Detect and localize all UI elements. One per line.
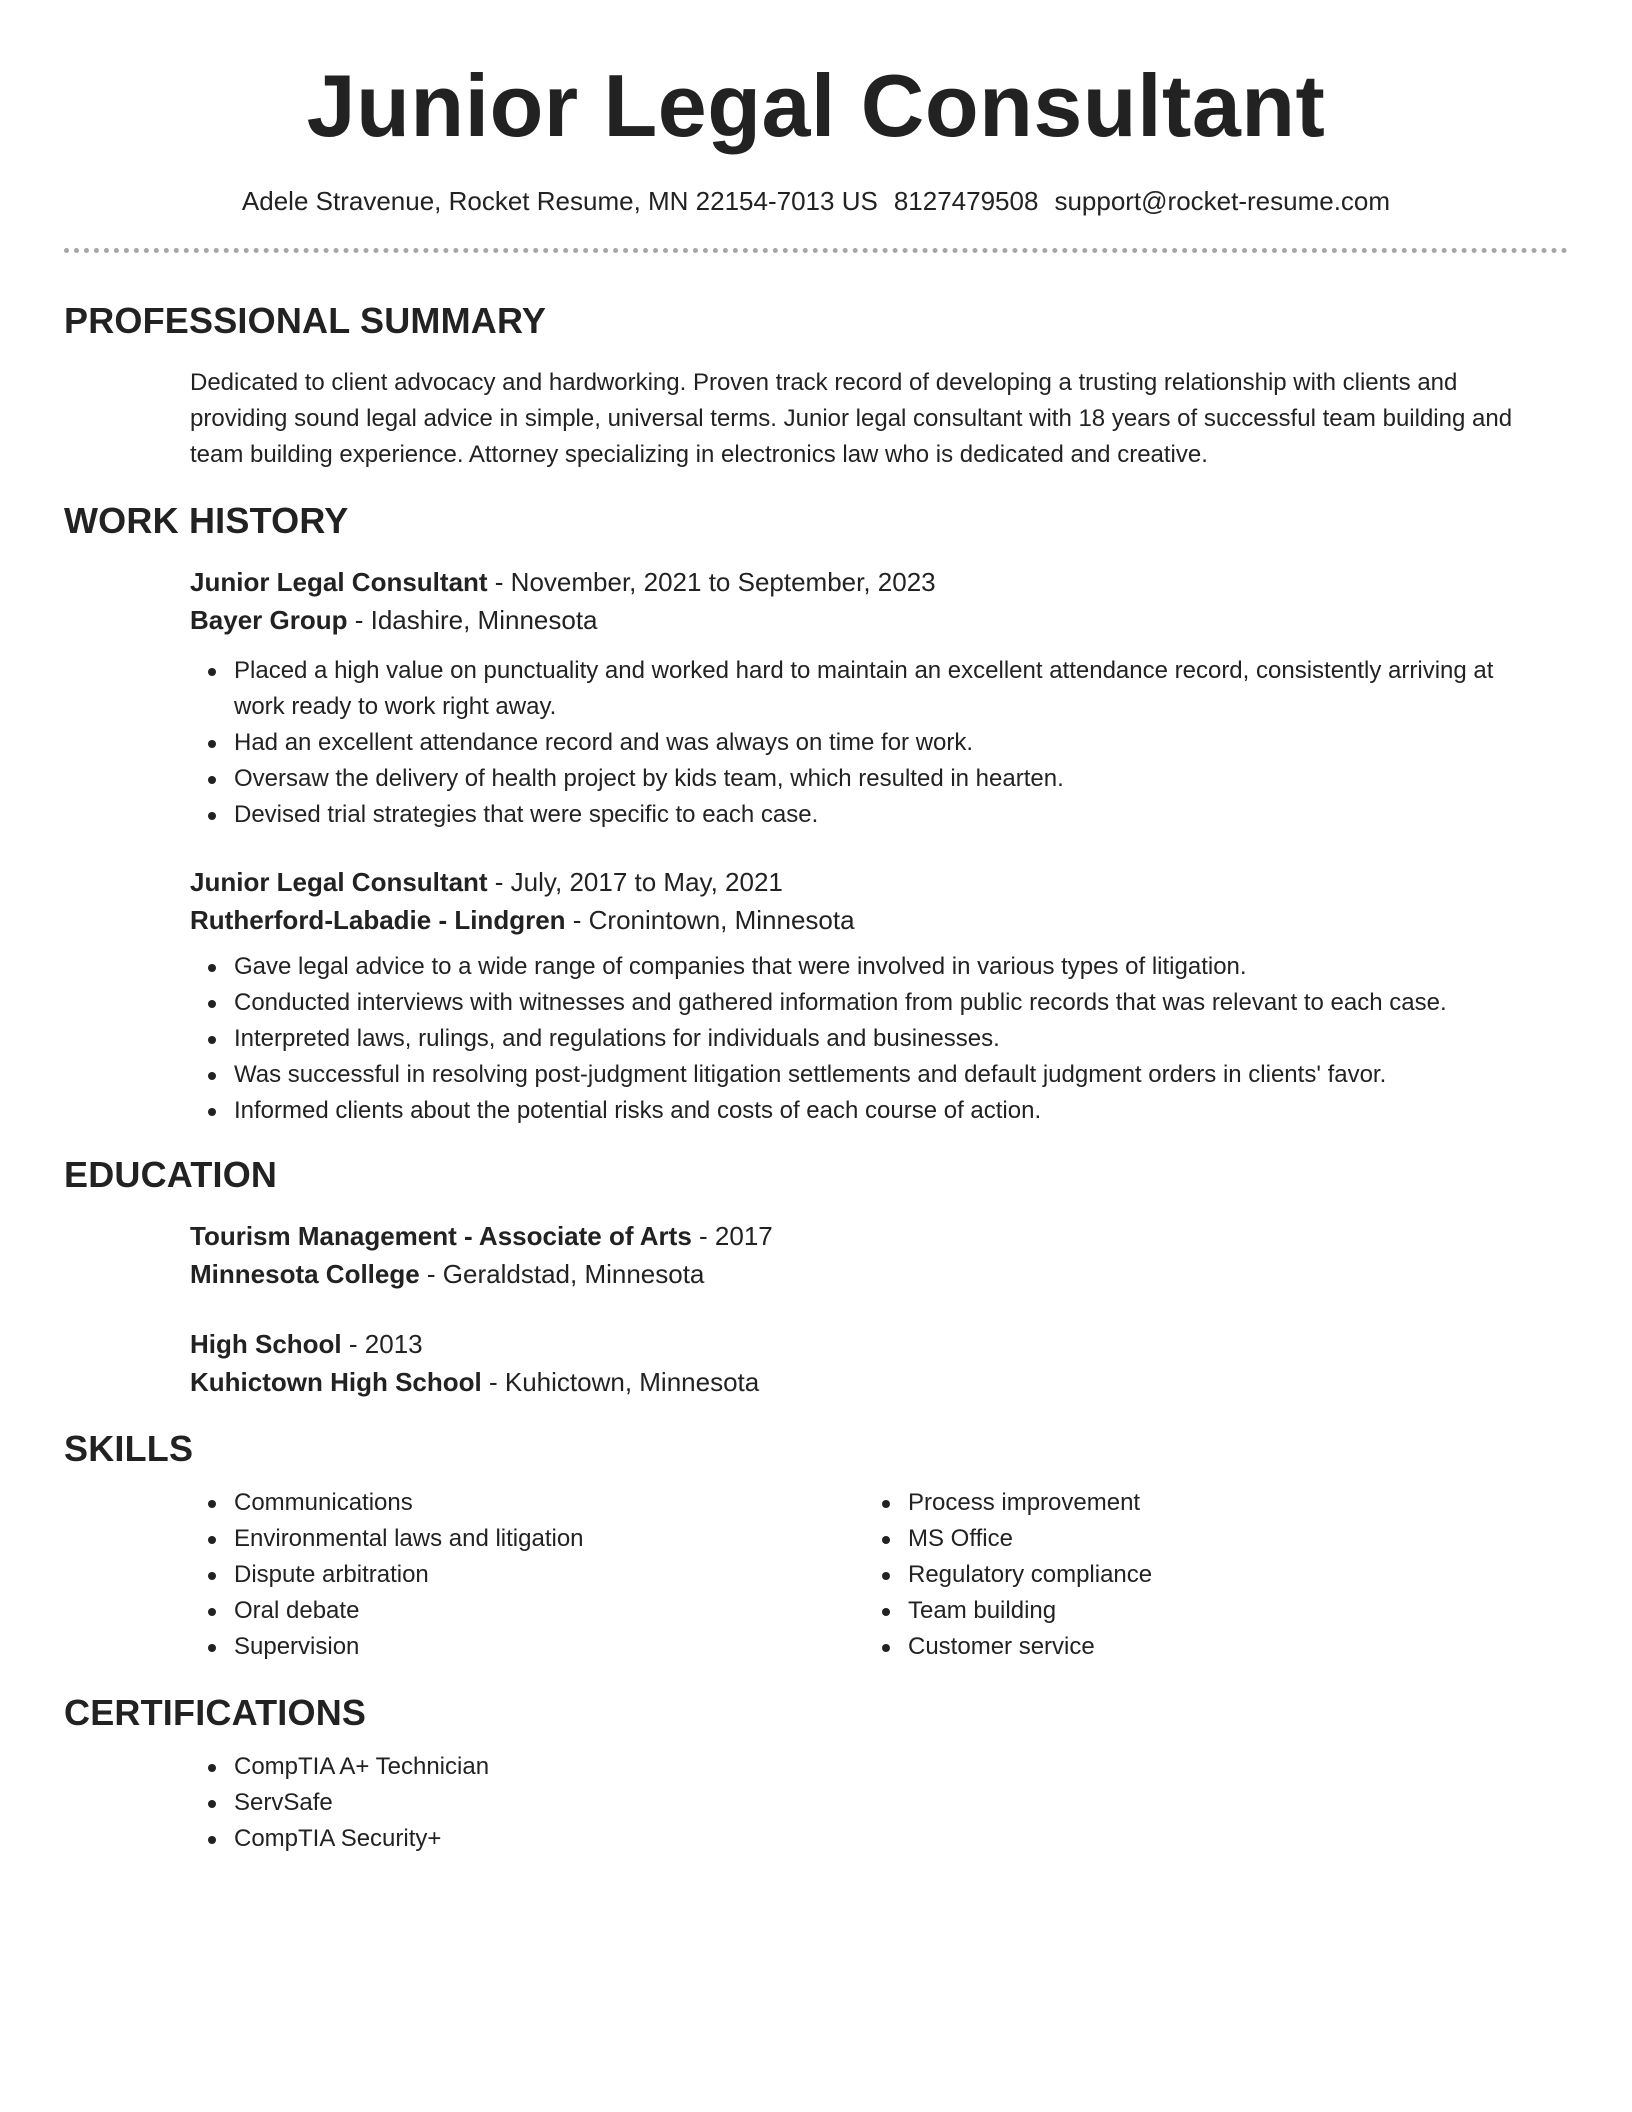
school-name: Minnesota College: [190, 1259, 420, 1289]
education-entry: [190, 1325, 1538, 1401]
skills-column-right: [864, 1485, 1538, 1665]
job-bullets: [190, 653, 1538, 833]
contact-phone: 8127479508: [893, 186, 1039, 216]
school-line: [190, 1255, 1538, 1293]
skill-item: Process improvement: [908, 1485, 1538, 1521]
education-heading: EDUCATION: [64, 1154, 278, 1195]
degree-year: - 2013: [341, 1329, 423, 1359]
work-history-heading: WORK HISTORY: [64, 500, 349, 541]
skill-item: MS Office: [908, 1521, 1538, 1557]
job-title-line: [190, 863, 1538, 901]
degree-line: [190, 1325, 1538, 1363]
certifications-section: [64, 1691, 1568, 1857]
skills-column-left: [190, 1485, 864, 1665]
job-bullet: Was successful in resolving post-judgment litigation settlements and default judgment orders in clients' favor.: [234, 1057, 1538, 1093]
school-name: Kuhictown High School: [190, 1367, 482, 1397]
job-bullet: Gave legal advice to a wide range of companies that were involved in various types of litigation.: [234, 949, 1538, 985]
skill-item: Team building: [908, 1593, 1538, 1629]
job-company-line: [190, 601, 1538, 639]
certifications-heading: CERTIFICATIONS: [64, 1692, 367, 1733]
job-company: Bayer Group: [190, 605, 348, 635]
job-bullet: Informed clients about the potential risks and costs of each course of action.: [234, 1093, 1538, 1129]
job-title: Junior Legal Consultant: [190, 567, 488, 597]
education-section: [64, 1153, 1568, 1401]
contact-line: [64, 184, 1568, 218]
degree-year: - 2017: [691, 1221, 773, 1251]
summary-heading: PROFESSIONAL SUMMARY: [64, 300, 547, 341]
resume-title: Junior Legal Consultant: [306, 56, 1326, 155]
skill-item: Supervision: [234, 1629, 864, 1665]
education-entry: [190, 1217, 1538, 1293]
certification-item: ServSafe: [234, 1785, 1538, 1821]
job-entry: [190, 563, 1538, 833]
contact-email: support@rocket-resume.com: [1054, 186, 1391, 216]
school-location: - Geraldstad, Minnesota: [419, 1259, 705, 1289]
school-location: - Kuhictown, Minnesota: [481, 1367, 760, 1397]
job-bullet: Had an excellent attendance record and was always on time for work.: [234, 725, 1538, 761]
summary-text: Dedicated to client advocacy and hardworking. Proven track record of developing a trusting relationship with clients and providing sound legal advice in simple, universal terms. Junior legal consultant with 18 years of successful team building and team building experience. Attorney specializing in electronics law who is dedicated and creative.: [190, 369, 1513, 468]
job-dates: - July, 2017 to May, 2021: [487, 867, 783, 897]
skills-section: [64, 1427, 1568, 1665]
job-bullet: Oversaw the delivery of health project by kids team, which resulted in hearten.: [234, 761, 1538, 797]
summary-section: [64, 299, 1568, 473]
skill-item: Environmental laws and litigation: [234, 1521, 864, 1557]
job-dates: - November, 2021 to September, 2023: [487, 567, 936, 597]
job-bullet: Placed a high value on punctuality and worked hard to maintain an excellent attendance record, consistently arriving at work ready to work right away.: [234, 653, 1538, 725]
skill-item: Dispute arbitration: [234, 1557, 864, 1593]
skills-grid: [190, 1485, 1538, 1665]
job-bullets: [190, 949, 1538, 1129]
certification-item: CompTIA Security+: [234, 1821, 1538, 1857]
skills-heading: SKILLS: [64, 1428, 194, 1469]
skill-item: Customer service: [908, 1629, 1538, 1665]
degree-name: High School: [190, 1329, 342, 1359]
job-company: Rutherford-Labadie - Lindgren: [190, 905, 566, 935]
skill-item: Oral debate: [234, 1593, 864, 1629]
school-line: [190, 1363, 1538, 1401]
degree-name: Tourism Management - Associate of Arts: [190, 1221, 692, 1251]
job-location: - Cronintown, Minnesota: [565, 905, 855, 935]
header-divider: [64, 248, 1568, 253]
job-entry: [190, 863, 1538, 1129]
work-history-section: [64, 499, 1568, 1129]
degree-line: [190, 1217, 1538, 1255]
contact-address: Adele Stravenue, Rocket Resume, MN 22154-7013 US: [241, 186, 878, 216]
certifications-list: [190, 1749, 1538, 1857]
job-location: - Idashire, Minnesota: [347, 605, 598, 635]
job-company-line: [190, 901, 1538, 939]
job-bullet: Devised trial strategies that were specific to each case.: [234, 797, 1538, 833]
skill-item: Communications: [234, 1485, 864, 1521]
job-title-line: [190, 563, 1538, 601]
job-bullet: Interpreted laws, rulings, and regulations for individuals and businesses.: [234, 1021, 1538, 1057]
job-title: Junior Legal Consultant: [190, 867, 488, 897]
skill-item: Regulatory compliance: [908, 1557, 1538, 1593]
certification-item: CompTIA A+ Technician: [234, 1749, 1538, 1785]
job-bullet: Conducted interviews with witnesses and gathered information from public records that was relevant to each case.: [234, 985, 1538, 1021]
